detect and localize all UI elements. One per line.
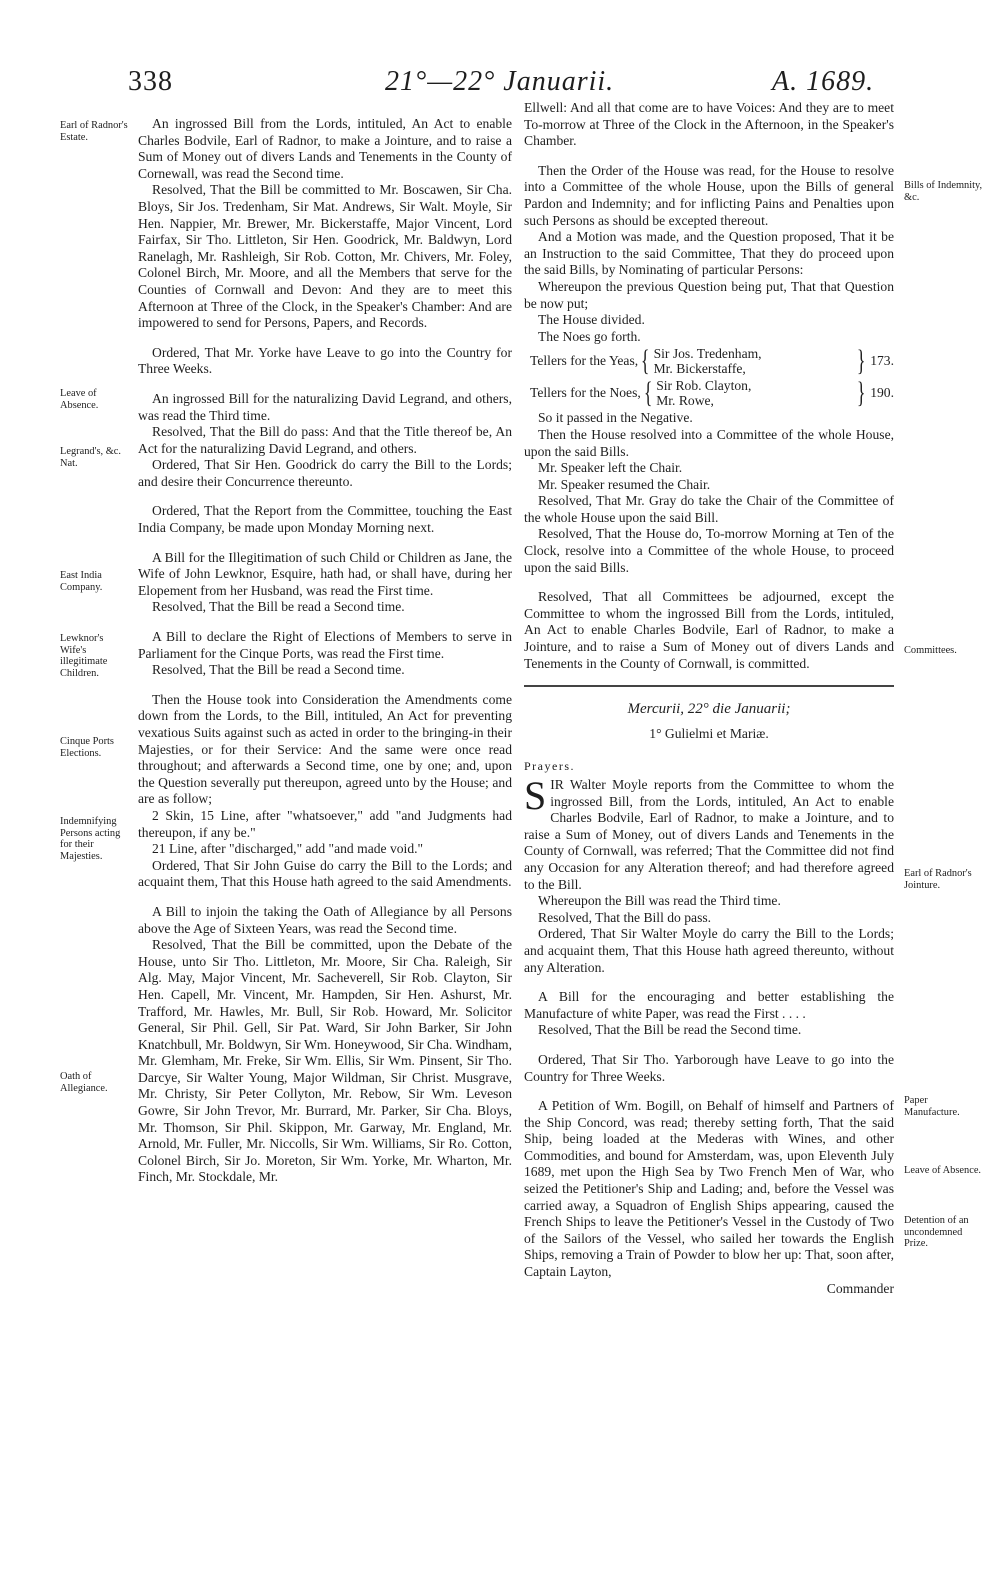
paragraph: Whereupon the previous Question being put, That that Question be now put;: [524, 278, 894, 311]
margin-note-paper-manufacture: Paper Manufacture.: [904, 1095, 960, 1118]
page-date-heading: 21°—22° Januarii.: [385, 66, 615, 97]
margin-note-oath-of-allegiance: Oath of Allegiance.: [60, 1071, 108, 1094]
right-column: [524, 100, 894, 1310]
paragraph: Ordered, That the Report from the Committee, touching the East India Company, be made upon Monday Morning next.: [138, 503, 512, 536]
paragraph: Ordered, That Sir John Guise do carry the Bill to the Lords; and acquaint them, That this House hath agreed to the said Amendments.: [138, 857, 512, 890]
entry-lewknor: [138, 550, 512, 616]
catchword: Commander: [826, 1280, 894, 1296]
margin-note-bills-of-indemnity: Bills of Indemnity, &c.: [904, 180, 983, 203]
tellers-count: 190.: [870, 385, 894, 401]
tellers-count: 173.: [870, 353, 894, 369]
paragraph: Then the Order of the House was read, for the House to resolve into a Committee of the whole House, upon the Bills of general Pardon and Indemnity; and for inflicting Pains and Penalties upon such Persons as should be excepted thereout.: [524, 162, 894, 228]
paragraph: Resolved, That the Bill do pass: And that the Title thereof be, An Act for the naturalizing David Legrand, and others.: [138, 424, 512, 456]
teller-name: Sir Rob. Clayton,: [656, 378, 752, 394]
paragraph: The House divided.: [538, 312, 645, 328]
section-divider: [524, 685, 894, 687]
entry-cinque-ports: [138, 629, 512, 679]
paragraph: Mr. Speaker resumed the Chair.: [538, 476, 711, 492]
entry-bills-of-indemnity: [524, 163, 894, 576]
paragraph: Ellwell: And all that come are to have Voices: And they are to meet To-morrow at Three of the Clock in the Afternoon, in the Speaker's Chamber.: [524, 100, 894, 149]
paragraph: So it passed in the Negative.: [538, 410, 693, 426]
entry-continuation: [524, 100, 894, 150]
paragraph: Resolved, That all Committees be adjourned, except the Committee to whom the ingrossed Bill from the Lords, intituled, An Act to enable Charles Bodvile, Earl of Radnor, to make a Jointure, and to raise a Sum of Money out of divers Lands and Tenements in the County of Cornwall, is committed.: [524, 589, 894, 671]
tellers-label: Tellers for the Noes,: [530, 385, 641, 401]
paragraph: Resolved, That the House do, To-morrow Morning at Ten of the Clock, resolve into a Committee of the whole House, to proceed upon the said Bills.: [524, 526, 894, 575]
paragraph: A Bill for the Illegitimation of such Child or Children as Jane, the Wife of John Lewknor, Esquire, hath had, or shall have, during her Elopement from her Husband, was read the First time.: [138, 549, 512, 598]
paragraph: Ordered, That Sir Hen. Goodrick do carry the Bill to the Lords; and desire their Concurrence thereunto.: [138, 457, 512, 489]
margin-note-radnor-jointure: Earl of Radnor's Jointure.: [904, 868, 972, 891]
brace: }: [856, 344, 866, 378]
entry-radnor-jointure: [524, 773, 894, 976]
entry-legrand: [138, 391, 512, 491]
paragraph: Resolved, That the Bill do pass.: [538, 909, 712, 925]
paragraph: A Bill to declare the Right of Elections of Members to serve in Parliament for the Cinque Ports, was read the First time.: [138, 629, 512, 661]
day-subheading: 1° Gulielmi et Mariæ.: [649, 725, 769, 741]
entry-yarborough-leave: [524, 1052, 894, 1085]
tellers-label: Tellers for the Yeas,: [530, 353, 639, 369]
tellers-yeas: [530, 346, 894, 376]
day-heading: Mercurii, 22° die Januarii;: [627, 701, 791, 718]
page-number: 338: [128, 66, 173, 97]
paragraph: An ingrossed Bill from the Lords, intituled, An Act to enable Charles Bodvile, Earl of Radnor, to make a Jointure, and to raise a Sum of Money out of divers Lands and Tenements in the County of Cornewall, was read the Second time.: [138, 116, 512, 181]
tellers-names: [654, 346, 852, 376]
teller-name: Sir Jos. Tredenham,: [653, 346, 762, 362]
page-year: A. 1689.: [772, 66, 875, 97]
teller-name: Mr. Bickerstaffe,: [653, 361, 746, 377]
entry-east-india: [138, 503, 512, 536]
margin-note-indemnifying: Indemnifying Persons acting for their Majesties.: [60, 816, 121, 862]
margin-note-cinque-ports: Cinque Ports Elections.: [60, 736, 114, 759]
tellers-noes: [530, 378, 894, 408]
paragraph: 21 Line, after "discharged," add "and made void.": [152, 841, 424, 857]
paragraph: Resolved, That the Bill be read a Second time.: [152, 662, 405, 678]
margin-note-prize-detention: Detention of an uncondemned Prize.: [904, 1215, 969, 1249]
entry-bogill-petition: [524, 1098, 894, 1297]
entry-committees: [524, 589, 894, 672]
margin-note-leave-of-absence: Leave of Absence.: [60, 388, 99, 411]
paragraph-text: IR Walter Moyle reports from the Committee to whom the ingrossed Bill, from the Lords, intituled, An Act to enable Charles Bodvile, Earl of Radnor, to make a Jointure, and to raise a Sum of Money, out of divers Lands and Tenements in the County of Cornwall, was referred; That the Committee did not find any Occasion for any Alteration thereof; and had therefore agreed to the Bill.: [524, 777, 894, 892]
paragraph: Resolved, That the Bill be read the Second time.: [538, 1022, 802, 1038]
margin-note-committees: Committees.: [904, 645, 957, 656]
paragraph: And a Motion was made, and the Question proposed, That it be an Instruction to the said Committee, That they do proceed upon the said Bills, by Nominating of particular Persons:: [524, 229, 894, 278]
paragraph: Then the House resolved into a Committee of the whole House, upon the said Bills.: [524, 426, 894, 459]
paragraph: A Petition of Wm. Bogill, on Behalf of himself and Partners of the Ship Concord, was read; thereby setting forth, That the said Ship, being loaded at the Mederas with Wines, and other Commodities, and bound for Amsterdam, was, upon Eleventh July 1689, met upon the High Sea by Two French Men of War, who seized the Petitioner's Ship and Lading; and, before the Vessel was carried away, a Squadron of English Ships appearing, caused the French Ships to leave the Petitioner's Vessel in the Custody of Two of the Sailors of the Vessel, who sailed her towards the English Ships, removing a Train of Powder to blow her up: That, soon after, Captain Layton,: [524, 1098, 894, 1280]
margin-note-east-india: East India Company.: [60, 570, 103, 593]
prayers-heading: Prayers.: [524, 759, 575, 774]
margin-note-leave-of-absence-2: Leave of Absence.: [904, 1165, 982, 1176]
tellers-names: [656, 378, 852, 408]
teller-name: Mr. Rowe,: [656, 393, 714, 409]
brace: {: [643, 376, 653, 410]
paragraph: Resolved, That the Bill be read a Second time.: [152, 599, 405, 615]
paragraph: 2 Skin, 15 Line, after "whatsoever," add "and Judgments had thereupon, if any be.": [138, 807, 512, 840]
left-column: [138, 116, 512, 1199]
paragraph: A Bill for the encouraging and better establishing the Manufacture of white Paper, was read the First . . . .: [524, 989, 894, 1021]
paragraph: An ingrossed Bill for the naturalizing David Legrand, and others, was read the Third time.: [138, 390, 512, 423]
entry-oath-of-allegiance: [138, 904, 512, 1186]
paragraph: Whereupon the Bill was read the Third time.: [538, 893, 781, 909]
paragraph: Resolved, That Mr. Gray do take the Chair of the Committee of the whole House upon the said Bill.: [524, 493, 894, 525]
entry-yorke-leave: [138, 345, 512, 378]
paragraph: Resolved, That the Bill be committed to Mr. Boscawen, Sir Cha. Bloys, Sir Jos. Tredenham, Sir Mat. Andrews, Sir Walt. Moyle, Sir Hen. Nappier, Mr. Brewer, Mr. Bickerstaffe, Major Vincent, Lord Fairfax, Sir Tho. Littleton, Sir Hen. Goodrick, Mr. Baldwyn, Lord Ranelagh, Mr. Rashleigh, Sir Rob. Cotton, Mr. Chivers, Mr. Foley, Colonel Birch, Mr. Moore, and all the Members that serve for the Counties of Cornwall and Devon: And they are to meet this Afternoon at Three of the Clock, in the Speaker's Chamber: And are impowered to send for Persons, Papers, and Records.: [138, 182, 512, 331]
paragraph: Ordered, That Mr. Yorke have Leave to go into the Country for Three Weeks.: [138, 344, 512, 377]
entry-radnor-bill: [138, 116, 512, 332]
brace: {: [641, 344, 650, 378]
paragraph: Resolved, That the Bill be committed, upon the Debate of the House, unto Sir Tho. Littleton, Mr. Moore, Sir Cha. Raleigh, Sir Alg. May, Major Vincent, Mr. Sacheverell, Sir Rob. Clayton, Sir Hen. Capell, Mr. Vincent, Mr. Hampden, Sir Hen. Ashurst, Mr. Trafford, Mr. Hawles, Mr. Bull, Sir Rob. Howard, Mr. Solicitor General, Sir Phil. Gell, Sir Pat. Ward, Sir John Barker, Sir John Knatchbull, Mr. Boldwyn, Sir Wm. Honeywood, Sir Cha. Windham, Mr. Glemham, Mr. Freke, Sir Wm. Ellis, Sir Wm. Pinsent, Sir Tho. Darcye, Sir Walter Young, Major Wildman, Sir Christ. Musgrave, Mr. Christy, Sir Peter Collyton, Mr. Rebow, Sir Wm. Leveson Gowre, Sir John Trevor, Mr. Burrard, Mr. Parker, Sir Cha. Bloys, Mr. Thomson, Sir Phil. Skippon, Mr. Garway, Mr. England, Mr. Arnold, Mr. Fuller, Mr. Niccolls, Sir Wm. Williams, Sir Ro. Cotton, Colonel Birch, Sir Jo. Moreton, Sir Wm. Yorke, Mr. Wharton, Mr. Finch, Mr. Stockdale, Mr.: [138, 937, 512, 1185]
paragraph: Mr. Speaker left the Chair.: [538, 460, 683, 476]
paragraph: [524, 773, 894, 893]
margin-note-lewknor: Lewknor's Wife's illegitimate Children.: [60, 633, 108, 679]
margin-note-radnor-estate: Earl of Radnor's Estate.: [60, 120, 128, 143]
entry-paper-manufacture: [524, 989, 894, 1039]
paragraph: The Noes go forth.: [538, 328, 641, 344]
brace: }: [856, 376, 866, 410]
paragraph: Then the House took into Consideration the Amendments come down from the Lords, to the Bill, intituled, An Act for preventing vexatious Suits against such as acted in order to the bringing-in their Majesties, or for their Service: And the same were once read throughout; and afterwards a Second time, one by one; and, upon the Question severally put thereupon, agreed unto by the House; and are as follow;: [138, 691, 512, 807]
paragraph: Ordered, That Sir Walter Moyle do carry the Bill to the Lords; and acquaint them, That this House hath agreed thereunto, without any Alteration.: [524, 926, 894, 975]
paragraph: Ordered, That Sir Tho. Yarborough have Leave to go into the Country for Three Weeks.: [524, 1051, 894, 1084]
margin-note-legrand-naturalization: Legrand's, &c. Nat.: [60, 446, 122, 469]
paragraph: A Bill to injoin the taking the Oath of Allegiance by all Persons above the Age of Sixteen Years, was read the Second time.: [138, 903, 512, 936]
drop-cap: S: [524, 773, 547, 818]
entry-indemnifying: [138, 692, 512, 891]
